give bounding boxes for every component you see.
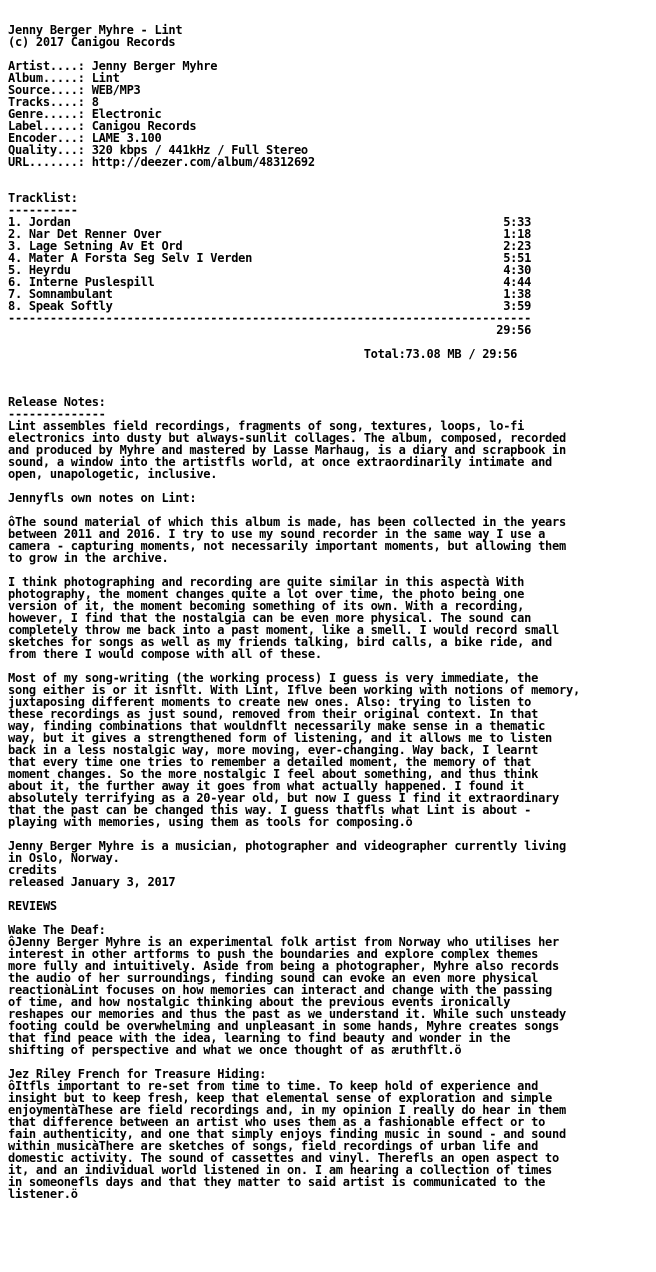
text-line: that every time one tries to remember a detailed moment, the memory of that (8, 755, 532, 769)
text-line: insight but to keep fresh, keep that elemental sense of exploration and simple (8, 1091, 553, 1105)
text-line: 7. Somnambulant 1:38 (8, 287, 532, 301)
text-line (8, 360, 656, 372)
text-line: Quality...: 320 kbps / 441kHz / Full Stereo (8, 143, 308, 157)
text-line: between 2011 and 2016. I try to use my sound recorder in the same way I use a (8, 527, 546, 541)
text-line: moment changes. So the more nostalgic I feel about something, and thus think (8, 767, 539, 781)
text-line: Tracklist: (8, 191, 78, 205)
text-line: fain authenticity, and one that simply enjoys finding music in sound - and sound (8, 1127, 566, 1141)
text-line: Total:73.08 MB / 29:56 (8, 347, 518, 361)
text-line: from there I would compose with all of these. (8, 647, 322, 661)
text-line: shifting of perspective and what we once thought of as æruthflt.ö (8, 1043, 462, 1057)
text-line: to grow in the archive. (8, 551, 169, 565)
text-line: in Oslo, Norway. (8, 851, 120, 865)
text-line: camera - capturing moments, not necessarily important moments, but allowing them (8, 539, 566, 553)
text-line: version of it, the moment becoming something of its own. With a recording, (8, 599, 525, 613)
text-line: Artist....: Jenny Berger Myhre (8, 59, 218, 73)
text-line: of time, and how nostalgic thinking about the previous events ironically (8, 995, 511, 1009)
text-line: open, unapologetic, inclusive. (8, 467, 218, 481)
text-line: way, finding combinations that wouldnflt necessarily make sense in a thematic (8, 719, 546, 733)
text-line: it, and an individual world listened in on. I am hearing a collection of times (8, 1163, 553, 1177)
text-line: -------------- (8, 407, 106, 421)
text-line: in someonefls days and that they matter to said artist is communicated to the (8, 1175, 546, 1189)
text-line: REVIEWS (8, 899, 57, 913)
text-line: more fully and intuitively. Aside from being a photographer, Myhre also records (8, 959, 559, 973)
text-line: enjoymentàThese are field recordings and, in my opinion I really do hear in them (8, 1103, 566, 1117)
text-line: 5. Heyrdu 4:30 (8, 263, 532, 277)
text-line: ---------- (8, 203, 78, 217)
text-line: absolutely terrifying as a 20-year old, but now I guess I find it extraordinary (8, 791, 559, 805)
text-line: that the past can be changed this way. I guess thatfls what Lint is about - (8, 803, 532, 817)
text-line: ôThe sound material of which this album is made, has been collected in the years (8, 515, 566, 529)
text-line: domestic activity. The sound of cassettes and vinyl. Therefls an open aspect to (8, 1151, 559, 1165)
text-line: --------------------------------------------------------------------------- (8, 311, 532, 325)
text-line (8, 180, 656, 192)
text-line: Jennyfls own notes on Lint: (8, 491, 197, 505)
text-line: listener.ö (8, 1187, 78, 1201)
text-line: way, but it gives a strengthened form of listening, and it allows me to listen (8, 731, 553, 745)
text-line: sound, a window into the artistfls world, at once extraordinarily intimate and (8, 455, 553, 469)
text-line: electronics into dusty but always-sunlit collages. The album, composed, recorded (8, 431, 566, 445)
text-line: footing could be overwhelming and unpleasant in some hands, Myhre creates songs (8, 1019, 559, 1033)
text-line: reactionàLint focuses on how memories can interact and change with the passing (8, 983, 553, 997)
text-line: within musicàThere are sketches of songs, field recordings of urban life and (8, 1139, 539, 1153)
text-line: Source....: WEB/MP3 (8, 83, 141, 97)
text-line: 6. Interne Puslespill 4:44 (8, 275, 532, 289)
text-line: Jenny Berger Myhre - Lint (8, 23, 183, 37)
text-line: 29:56 (8, 323, 532, 337)
text-line (8, 372, 656, 384)
text-line: URL.......: http://deezer.com/album/48312692 (8, 155, 315, 169)
text-line: credits (8, 863, 57, 877)
text-line: however, I find that the nostalgia can be even more physical. The sound can (8, 611, 532, 625)
text-line: the audio of her surroundings, finding sound can evoke an even more physical (8, 971, 539, 985)
text-line: 4. Mater A Forsta Seg Selv I Verden 5:51 (8, 251, 532, 265)
text-line: 3. Lage Setning Av Et Ord 2:23 (8, 239, 532, 253)
text-line: playing with memories, using them as tools for composing.ö (8, 815, 413, 829)
text-line: Most of my song-writing (the working process) I guess is very immediate, the (8, 671, 539, 685)
text-line: ôJenny Berger Myhre is an experimental folk artist from Norway who utilises her (8, 935, 559, 949)
text-line: Label.....: Canigou Records (8, 119, 197, 133)
text-line: ôItfls important to re-set from time to time. To keep hold of experience and (8, 1079, 539, 1093)
text-line: back in a less nostalgic way, more moving, ever-changing. Way back, I learnt (8, 743, 539, 757)
text-line: that difference between an artist who uses them as a fashionable effect or to (8, 1115, 546, 1129)
text-line: Jez Riley French for Treasure Hiding: (8, 1067, 267, 1081)
text-line (8, 168, 656, 180)
text-line: Tracks....: 8 (8, 95, 99, 109)
text-line: 1. Jordan 5:33 (8, 215, 532, 229)
text-line: 8. Speak Softly 3:59 (8, 299, 532, 313)
text-line: song either is or it isnflt. With Lint, Iflve been working with notions of memory, (8, 683, 580, 697)
text-line: Lint assembles field recordings, fragments of song, textures, loops, lo-fi (8, 419, 525, 433)
text-line: (c) 2017 Canigou Records (8, 35, 176, 49)
text-line: and produced by Myhre and mastered by Lasse Marhaug, is a diary and scrapbook in (8, 443, 566, 457)
text-line: photography, the moment changes quite a lot over time, the photo being one (8, 587, 525, 601)
text-line: Genre.....: Electronic (8, 107, 162, 121)
text-line: released January 3, 2017 (8, 875, 176, 889)
text-line: Wake The Deaf: (8, 923, 106, 937)
text-line: I think photographing and recording are quite similar in this aspectà With (8, 575, 525, 589)
text-line: completely throw me back into a past moment, like a smell. I would record small (8, 623, 559, 637)
text-line: these recordings as just sound, removed from their original context. In that (8, 707, 539, 721)
text-line (8, 888, 656, 900)
text-line: Release Notes: (8, 395, 106, 409)
text-line: sketches for songs as well as my friends talking, bird calls, a bike ride, and (8, 635, 553, 649)
text-line: juxtaposing different moments to create new ones. Also: trying to listen to (8, 695, 532, 709)
text-line: about it, the further away it goes from what actually happened. I found it (8, 779, 525, 793)
text-line: reshapes our memories and thus the past as we understand it. While such unsteady (8, 1007, 566, 1021)
text-line: 2. Nar Det Renner Over 1:18 (8, 227, 532, 241)
text-line: Encoder...: LAME 3.100 (8, 131, 162, 145)
text-line: that find peace with the idea, learning to find beauty and wonder in the (8, 1031, 511, 1045)
text-line: interest in other artforms to push the boundaries and explore complex themes (8, 947, 539, 961)
text-line: Album.....: Lint (8, 71, 120, 85)
text-line: Jenny Berger Myhre is a musician, photographer and videographer currently living (8, 839, 566, 853)
